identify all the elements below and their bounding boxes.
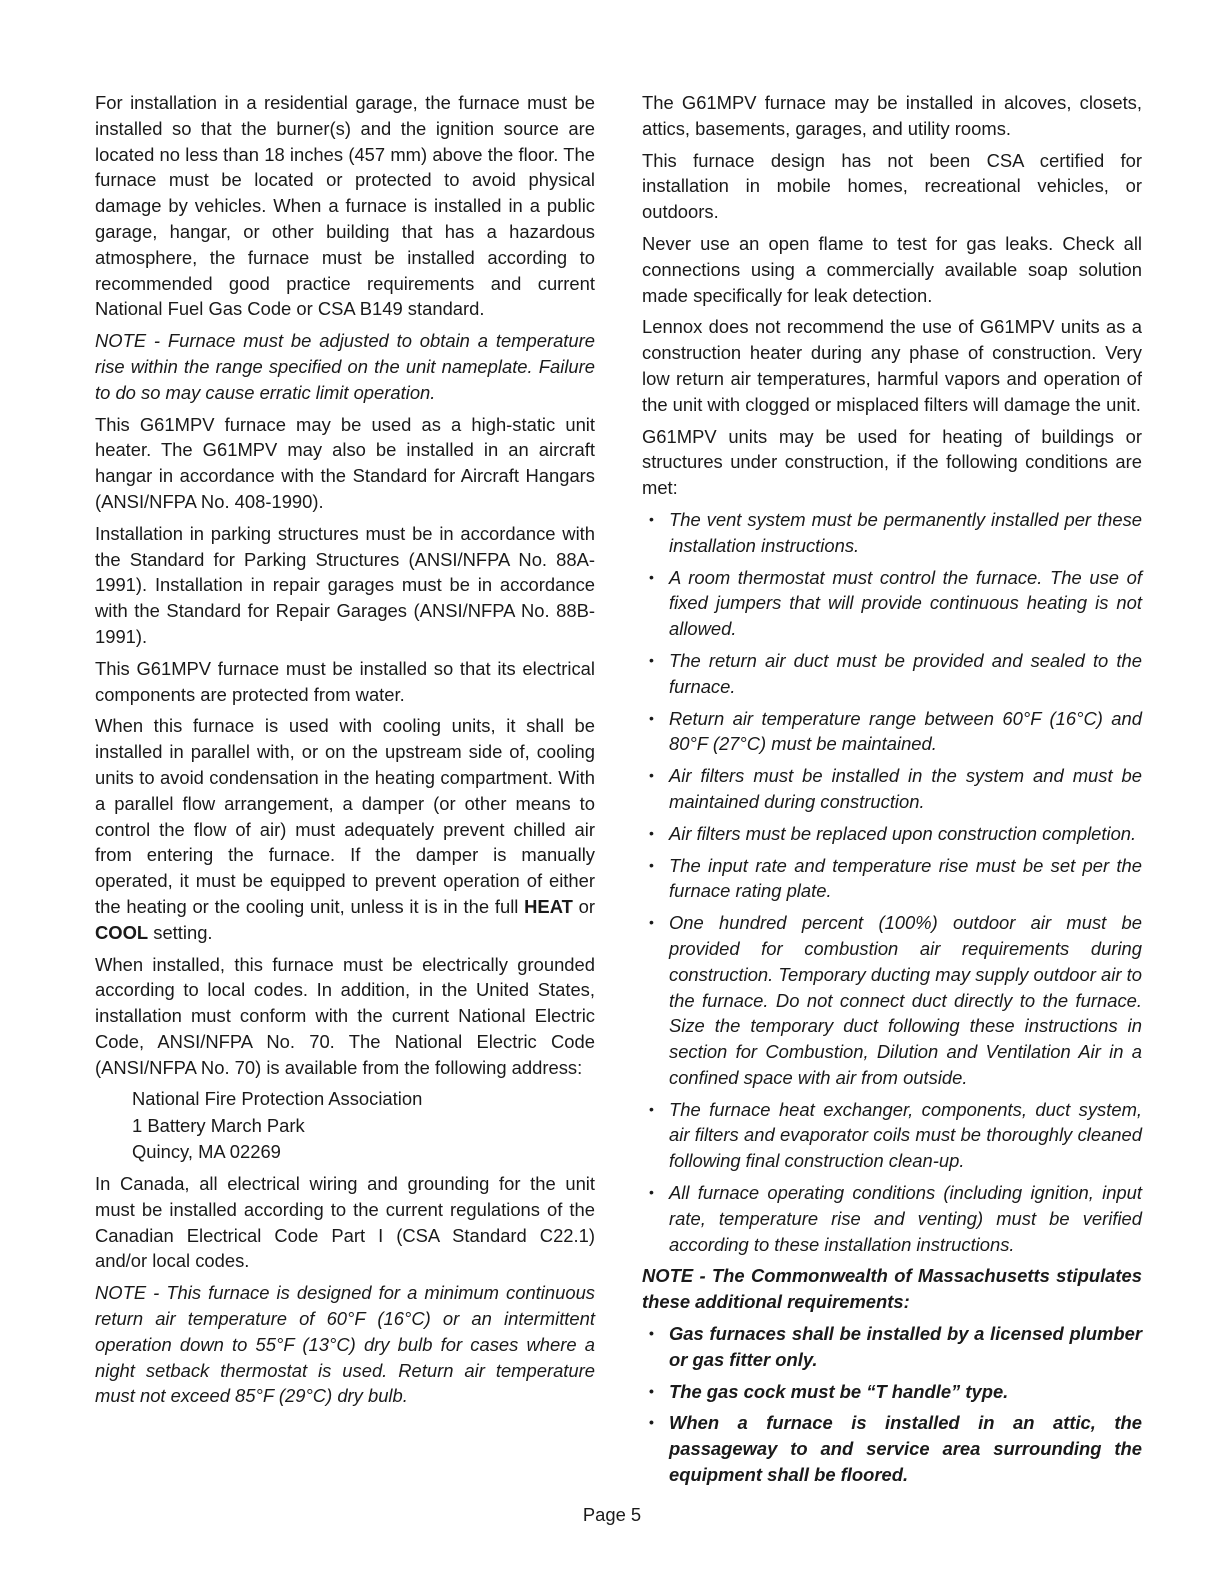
- bullet-icon: •: [649, 651, 654, 668]
- bullet-icon: •: [649, 914, 654, 931]
- conditions-list: [642, 507, 1142, 1258]
- list-item: • Air filters must be replaced upon construction completion.: [642, 821, 1142, 847]
- paragraph-canada: In Canada, all electrical wiring and grounding for the unit must be installed according to the current regulations of the Canadian Electrical Code Part I (CSA Standard C22.1) and/or local codes.: [95, 1173, 595, 1272]
- list-item: • One hundred percent (100%) outdoor air must be provided for combustion air requirements during construction. Temporary ducting may supply outdoor air to the furnace. Do not connect duct directly to the furnace. Size the temporary duct following these instructions in section for Combustion, Dilution and Ventilation Air in a confined space with air from outside.: [649, 912, 1142, 1088]
- paragraph-residential-garage: For installation in a residential garage, the furnace must be installed so that the burner(s) and the ignition source are located no less than 18 inches (457 mm) above the floor. The furnace must be located or protected to avoid physical damage by vehicles. When a furnace is installed in a public garage, hangar, or other building that has a hazardous atmosphere, the furnace must be installed according to recommended good practice requirements and current National Fuel Gas Code or CSA B149 standard.: [95, 92, 595, 320]
- paragraph-locations: The G61MPV furnace may be installed in alcoves, closets, attics, basements, garages, and utility rooms.: [642, 92, 1142, 139]
- paragraph-gas-leaks: Never use an open flame to test for gas leaks. Check all connections using a commercially available soap solution made specifically for leak detection.: [642, 232, 1142, 306]
- list-item: • All furnace operating conditions (including ignition, input rate, temperature rise and venting) must be verified according to these installation instructions.: [649, 1182, 1142, 1255]
- paragraph-electrical-components: This G61MPV furnace must be installed so that its electrical components are protected from water.: [95, 657, 595, 705]
- list-item: • Return air temperature range between 60°F (16°C) and 80°F (27°C) must be maintained.: [649, 707, 1142, 755]
- cooling-text: When this furnace is used with cooling units, it shall be installed in parallel with, or on the upstream side of, cooling units to avoid condensation in the heating compartment. With a parallel flow arrangement, a damper (or other means to control the flow of air) must adequately prevent chilled air from entering the furnace. If the damper is manually operated, it must be equipped to prevent operation of either the heating or the cooling unit, unless it is in the full: [95, 715, 595, 917]
- list-item: • The return air duct must be provided and sealed to the furnace.: [649, 649, 1142, 697]
- paragraph-unit-heater: This G61MPV furnace may be used as a high-static unit heater. The G61MPV may also be installed in an aircraft hangar in accordance with the Standard for Aircraft Hangars (ANSI/NFPA No. 408-1990).: [95, 413, 595, 512]
- list-item: • A room thermostat must control the furnace. The use of fixed jumpers that will provide continuous heating is not allowed.: [649, 566, 1142, 640]
- bullet-icon: •: [649, 767, 654, 784]
- list-item: • The input rate and temperature rise must be set per the furnace rating plate.: [649, 854, 1142, 902]
- list-item: • Air filters must be installed in the system and must be maintained during construction.: [649, 765, 1142, 812]
- list-item: • The gas cock must be “T handle” type.: [642, 1379, 1142, 1405]
- paragraph-grounding: When installed, this furnace must be electrically grounded according to local codes. In addition, in the United States, installation must conform with the current National Electric Code, ANSI/NFPA No. 70. The National Electric Code (ANSI/NFPA No. 70) is available from the following address:: [95, 953, 595, 1078]
- setting-word: setting.: [153, 921, 213, 943]
- or-word: or: [578, 895, 595, 917]
- bullet-icon: •: [649, 709, 654, 726]
- bullet-icon: •: [649, 510, 654, 527]
- bullet-icon: •: [649, 1414, 654, 1431]
- address-line: Quincy, MA 02269: [132, 1140, 281, 1162]
- heat-setting: HEAT: [524, 895, 573, 917]
- bullet-icon: •: [649, 1184, 654, 1201]
- paragraph-construction-heater: Lennox does not recommend the use of G61MPV units as a construction heater during any phase of construction. Very low return air temperatures, harmful vapors and operation of the unit with clogged or misplaced filters will damage the unit.: [642, 316, 1142, 415]
- list-item: • The furnace heat exchanger, components, duct system, air filters and evaporator coils must be thoroughly cleaned following final construction clean-up.: [649, 1098, 1142, 1172]
- bullet-icon: •: [649, 568, 654, 585]
- bullet-icon: •: [649, 856, 654, 873]
- address-line: National Fire Protection Association: [132, 1088, 423, 1110]
- massachusetts-note: NOTE - The Commonwealth of Massachusetts stipulates these additional requirements:: [642, 1265, 1142, 1313]
- note-return-air: NOTE - This furnace is designed for a minimum continuous return air temperature of 60°F (16°C) or an intermittent operation down to 55°F (13°C) dry bulb for cases where a night setback thermostat is used. Return air temperature must not exceed 85°F (29°C) dry bulb.: [95, 1282, 595, 1407]
- bullet-icon: •: [649, 1100, 654, 1117]
- paragraph-csa-certification: This furnace design has not been CSA certified for installation in mobile homes, recreational vehicles, or outdoors.: [642, 149, 1142, 223]
- list-item: • Gas furnaces shall be installed by a licensed plumber or gas fitter only.: [649, 1323, 1142, 1370]
- massachusetts-requirements-list: [642, 1321, 1142, 1488]
- paragraph-cooling-units: [95, 713, 595, 945]
- cool-setting: COOL: [95, 921, 149, 943]
- address-line: 1 Battery March Park: [132, 1114, 305, 1136]
- bullet-icon: •: [649, 1325, 654, 1342]
- note-temperature-rise: NOTE - Furnace must be adjusted to obtain a temperature rise within the range specified on the unit nameplate. Failure to do so may cause erratic limit operation.: [95, 330, 595, 403]
- bullet-icon: •: [649, 824, 654, 841]
- right-column: [642, 90, 1142, 1494]
- left-column: [95, 90, 595, 1415]
- list-item: • The vent system must be permanently installed per these installation instructions.: [649, 508, 1142, 556]
- page-number: Page 5: [582, 1504, 642, 1525]
- list-item: • When a furnace is installed in an attic, the passageway to and service area surrounding the equipment shall be floored.: [649, 1412, 1142, 1486]
- paragraph-parking-structures: Installation in parking structures must be in accordance with the Standard for Parking Structures (ANSI/NFPA No. 88A-1991). Installation in repair garages must be in accordance with the Standard for Repair Garages (ANSI/NFPA No. 88B-1991).: [95, 522, 595, 647]
- bullet-icon: •: [649, 1382, 654, 1399]
- nfpa-address: [95, 1086, 595, 1165]
- paragraph-conditions-intro: G61MPV units may be used for heating of buildings or structures under construction, if the following conditions are met:: [642, 425, 1142, 499]
